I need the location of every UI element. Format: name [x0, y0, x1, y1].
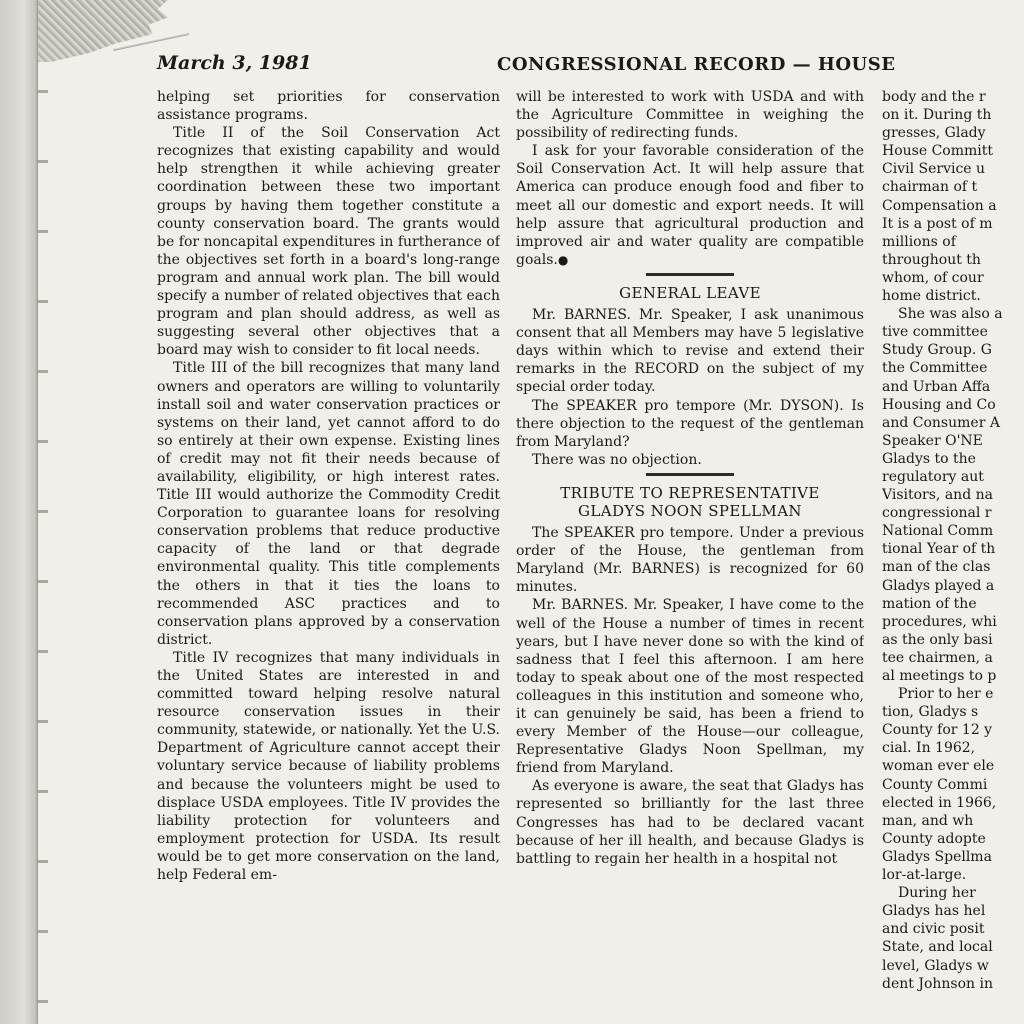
cropped-text-line: State, and local [882, 939, 993, 956]
cropped-text-line: tee chairmen, a [882, 649, 993, 666]
tribute-heading-line-2: GLADYS NOON SPELLMAN [578, 501, 802, 520]
cropped-text-line: It is a post of m [882, 215, 993, 232]
cropped-text-line: man of the clas [882, 559, 991, 576]
cropped-text-line: procedures, whi [882, 613, 997, 630]
cropped-text-line: Speaker O'NE [882, 432, 983, 449]
cropped-text-line: tive committee [882, 324, 988, 341]
middle-column [516, 88, 864, 1024]
cropped-text-line: gresses, Glady [882, 125, 986, 142]
cropped-text-line: Prior to her e [898, 686, 994, 703]
cropped-text-line: and Consumer A [882, 414, 1000, 431]
paragraph: helping set priorities for conservation assistance programs. [157, 89, 500, 124]
cropped-text-line: Housing and Co [882, 396, 996, 413]
cropped-text-line: congressional r [882, 505, 992, 522]
cropped-text-line: al meetings to p [882, 668, 997, 684]
cropped-text-line: Study Group. G [882, 342, 992, 359]
cropped-text-line: lor-at-large. [882, 867, 967, 884]
cropped-text-line: House Committ [882, 143, 993, 160]
cropped-text-line: tion, Gladys s [882, 704, 979, 721]
paragraph: will be interested to work with USDA and with the Agriculture Committee in weighing the possibility of redirecting funds. [516, 89, 864, 142]
cropped-text-line: cial. In 1962, [882, 740, 976, 757]
cropped-text-line: and Urban Affa [882, 378, 991, 395]
section-divider [646, 473, 734, 476]
cropped-text-line: During her [898, 885, 976, 902]
general-leave-heading: GENERAL LEAVE [619, 283, 761, 302]
cropped-text-line: National Comm [882, 523, 994, 540]
cropped-text-line: Gladys Spellma [882, 848, 992, 865]
cropped-text-line: elected in 1966, [882, 794, 997, 811]
cropped-text-line: Visitors, and na [882, 487, 993, 504]
cropped-text-line: Gladys to the [882, 450, 976, 467]
cropped-text-line: man, and wh [882, 812, 974, 829]
paragraph: As everyone is aware, the seat that Gladys has represented so brilliantly for the last three Congresses has had to be declared vacant because of her ill health, and because Gladys is battling to regain her health in a hospital not [516, 778, 864, 867]
paragraph: The SPEAKER pro tempore. Under a previous order of the House, the gentleman from Maryland (Mr. BARNES) is recognized for 60 minutes. [516, 525, 864, 596]
cropped-text-line: Gladys has hel [882, 903, 986, 920]
paragraph-text: I ask for your favorable consideration of the Soil Conservation Act. It will help assure that America can produce enough food and fiber to meet all our domestic and export needs. It will help assure that agricultural production and improved air and water quality are compatible goals. [516, 143, 864, 268]
paragraph: Mr. BARNES. Mr. Speaker, I ask unanimous consent that all Members may have 5 legislative days within which to revise and extend their remarks in the RECORD on the subject of my special order today. [516, 307, 864, 396]
cropped-text-line: She was also a [898, 306, 1003, 323]
publication-title: CONGRESSIONAL RECORD — HOUSE [497, 54, 896, 75]
cropped-text-line: County Commi [882, 776, 988, 793]
paragraph: Mr. BARNES. Mr. Speaker, I have come to the well of the House a number of times in recent years, but I have never done so with the kind of sadness that I feel this afternoon. I am here today to speak about one of the most respected colleagues in this institution and someone who, it can genuinely be said, has been a friend to every Member of the House—our colleague, Representative Gladys Noon Spellman, my friend from Maryland. [516, 597, 864, 777]
cropped-text-line: on it. During th [882, 107, 992, 124]
cropped-text-line: County for 12 y [882, 722, 993, 739]
cropped-text-line: County adopte [882, 830, 986, 847]
cropped-text-line: dent Johnson in [882, 975, 993, 992]
cropped-text-line: regulatory aut [882, 468, 984, 485]
paragraph: Title III of the bill recognizes that many land owners and operators are willing to voluntarily install soil and water conservation practices or systems on their land, yet cannot afford to do so entirely at their own expense. Existing lines of credit may not fit their needs because of availability, eligibility, or high interest rates. Title III would authorize the Commodity Credit Corporation to guarantee loans for resolving conservation problems that reduce productive capacity of the land or that degrade environmental quality. This title complements the others in that it ties the loans to recommended ASC practices and to conservation plans approved by a conservation district. [157, 360, 500, 648]
page-edge-marks [38, 60, 48, 1024]
cropped-text-line: and civic posit [882, 921, 985, 938]
cropped-text-line: mation of the [882, 595, 977, 612]
left-column [157, 88, 500, 1024]
paragraph [516, 142, 864, 269]
paragraph: The SPEAKER pro tempore (Mr. DYSON). Is there objection to the request of the gentleman from Maryland? [516, 397, 864, 450]
right-column-cropped [882, 88, 1024, 1024]
page-date: March 3, 1981 [157, 52, 312, 74]
cropped-text-line: as the only basi [882, 631, 993, 648]
cropped-text-line: body and the r [882, 89, 986, 105]
cropped-text-line: chairman of t [882, 179, 978, 196]
cropped-text-line: whom, of cour [882, 269, 984, 286]
cropped-text-line: level, Gladys w [882, 957, 989, 974]
cropped-text-line: Gladys played a [882, 577, 995, 594]
paragraph: There was no objection. [532, 451, 702, 468]
cropped-text-line: millions of [882, 233, 956, 250]
cropped-text-line: woman ever ele [882, 758, 995, 775]
cropped-text-line: Compensation a [882, 197, 997, 214]
end-mark-bullet: ● [557, 252, 569, 267]
page-gutter-shadow [0, 0, 40, 1024]
paragraph: Title IV recognizes that many individuals in the United States are interested in and committed toward helping resolve natural resource conservation issues in their community, statewide, or nationally. Yet the U.S. Department of Agriculture cannot accept their voluntary service because of liability problems and because the volunteers might be used to displace USDA employees. Title IV provides the liability protection for volunteers and employment protection for USDA. Its result would be to get more conservation on the land, help Federal em- [157, 649, 500, 884]
cropped-text-line: tional Year of th [882, 541, 996, 558]
cropped-text-line: the Committee [882, 360, 988, 377]
section-divider [646, 273, 734, 276]
cropped-text-line: home district. [882, 288, 981, 305]
paragraph: Title II of the Soil Conservation Act recognizes that existing capability and would help strengthen it while achieving greater coordination between these two important groups by having them together constitute a county conservation board. The grants would be for noncapital expenditures in furtherance of the objectives set forth in a board's long-range program and annual work plan. The bill would specify a number of related objectives that each program and plan should address, as well as suggesting several other objectives that a board may wish to consider to fit local needs. [157, 125, 500, 359]
cropped-text-line: throughout th [882, 251, 981, 268]
cropped-text-line: Civil Service u [882, 161, 986, 178]
tribute-heading-line-1: TRIBUTE TO REPRESENTATIVE [560, 483, 820, 502]
